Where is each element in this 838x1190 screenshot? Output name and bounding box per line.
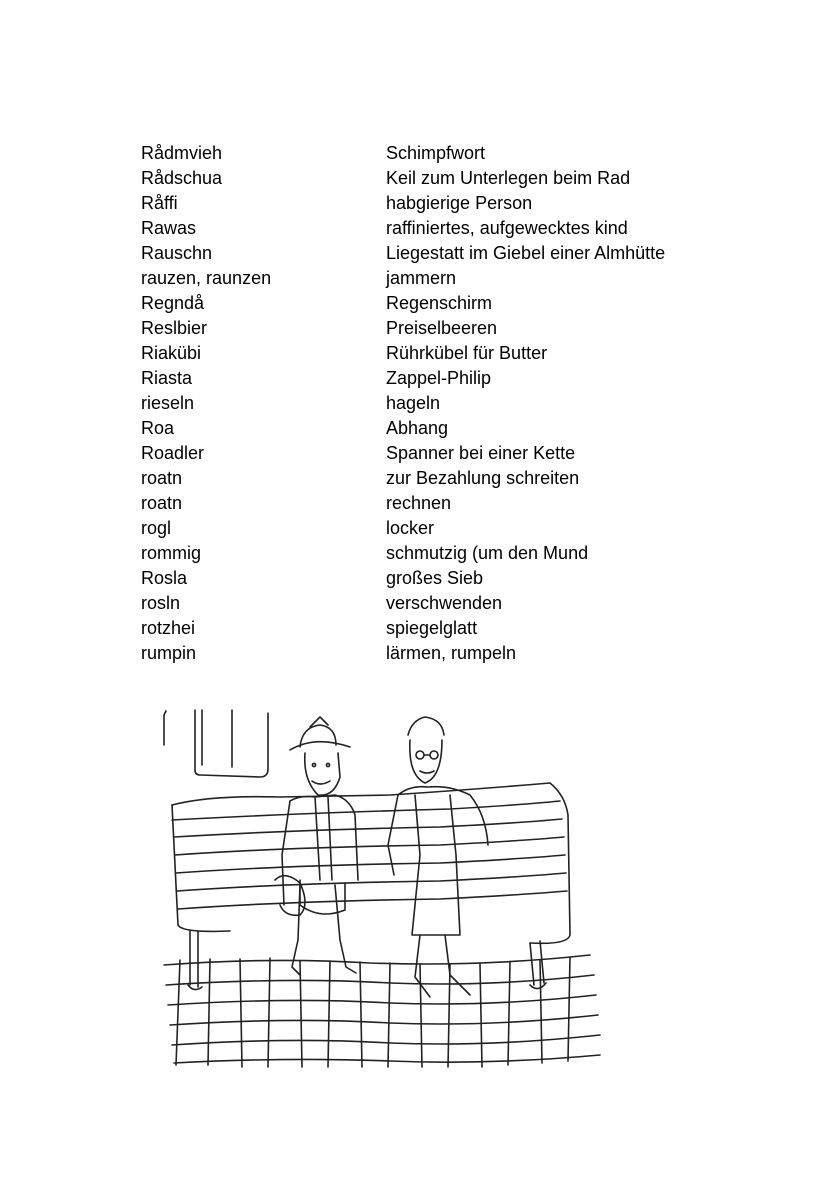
glossary-entry (141, 341, 741, 366)
glossary-entry (141, 566, 741, 591)
glossary-entry (141, 641, 741, 666)
glossary-meaning: Liegestatt im Giebel einer Almhütte (386, 243, 666, 263)
glossary-entry (141, 141, 741, 166)
glossary-term: Roa (141, 418, 175, 438)
window-sketch-icon (164, 710, 268, 777)
glossary-meaning: verschwenden (386, 593, 503, 613)
glossary-entry (141, 441, 741, 466)
glossary-meaning: zur Bezahlung schreiten (386, 468, 580, 488)
glossary-meaning: Spanner bei einer Kette (386, 443, 576, 463)
woman-figure-sketch-icon (388, 717, 488, 997)
glossary-meaning: Regenschirm (386, 293, 493, 313)
glossary-meaning: Rührkübel für Butter (386, 343, 548, 363)
glossary-entry (141, 316, 741, 341)
glossary-term: roatn (141, 493, 183, 513)
glossary-meaning: locker (386, 518, 435, 538)
glossary-entry (141, 416, 741, 441)
glossary-meaning: Preiselbeeren (386, 318, 498, 338)
glossary-term: rosln (141, 593, 181, 613)
glossary-term: Rosla (141, 568, 188, 588)
glossary-meaning: jammern (386, 268, 457, 288)
glossary-term: Riakübi (141, 343, 202, 363)
glossary-term: Råffi (141, 193, 178, 213)
glossary-entry (141, 366, 741, 391)
glossary-term: rieseln (141, 393, 195, 413)
glossary-meaning: raffiniertes, aufgewecktes kind (386, 218, 628, 238)
glossary-entry (141, 541, 741, 566)
glossary-term: Riasta (141, 368, 193, 388)
glossary-term: Roadler (141, 443, 205, 463)
glossary-term: Rådschua (141, 168, 223, 188)
glossary-meaning: hageln (386, 393, 441, 413)
glossary-meaning: Zappel-Philip (386, 368, 492, 388)
glossary-meaning: Abhang (386, 418, 449, 438)
man-figure-sketch-icon (275, 717, 358, 975)
glossary-meaning: habgierige Person (386, 193, 533, 213)
glossary-entry (141, 216, 741, 241)
glossary-term: Rauschn (141, 243, 213, 263)
glossary-term: rogl (141, 518, 172, 538)
glossary-term: rotzhei (141, 618, 196, 638)
glossary-meaning: schmutzig (um den Mund (386, 543, 589, 563)
glossary-term: rommig (141, 543, 202, 563)
glossary-entry (141, 491, 741, 516)
glossary-meaning: Schimpfwort (386, 143, 486, 163)
glossary-term: rauzen, raunzen (141, 268, 272, 288)
glossary-term: Rawas (141, 218, 197, 238)
glossary-entry (141, 516, 741, 541)
bench-sketch-icon (172, 783, 570, 990)
glossary-meaning: spiegelglatt (386, 618, 478, 638)
glossary-meaning: lärmen, rumpeln (386, 643, 517, 663)
glossary-term: Regndå (141, 293, 205, 313)
glossary-list (141, 141, 741, 666)
glossary-entry (141, 266, 741, 291)
bench-couple-sketch-icon (150, 705, 610, 1075)
glossary-entry (141, 391, 741, 416)
glossary-entry (141, 241, 741, 266)
glossary-entry (141, 616, 741, 641)
glossary-meaning: Keil zum Unterlegen beim Rad (386, 168, 631, 188)
glossary-meaning: rechnen (386, 493, 452, 513)
glossary-term: Reslbier (141, 318, 208, 338)
glossary-entry (141, 291, 741, 316)
glossary-term: rumpin (141, 643, 197, 663)
glossary-term: roatn (141, 468, 183, 488)
glossary-term: Rådmvieh (141, 143, 223, 163)
glossary-entry (141, 591, 741, 616)
glossary-entry (141, 166, 741, 191)
glossary-meaning: großes Sieb (386, 568, 484, 588)
glossary-entry (141, 466, 741, 491)
pavement-sketch-icon (164, 955, 600, 1067)
glossary-entry (141, 191, 741, 216)
